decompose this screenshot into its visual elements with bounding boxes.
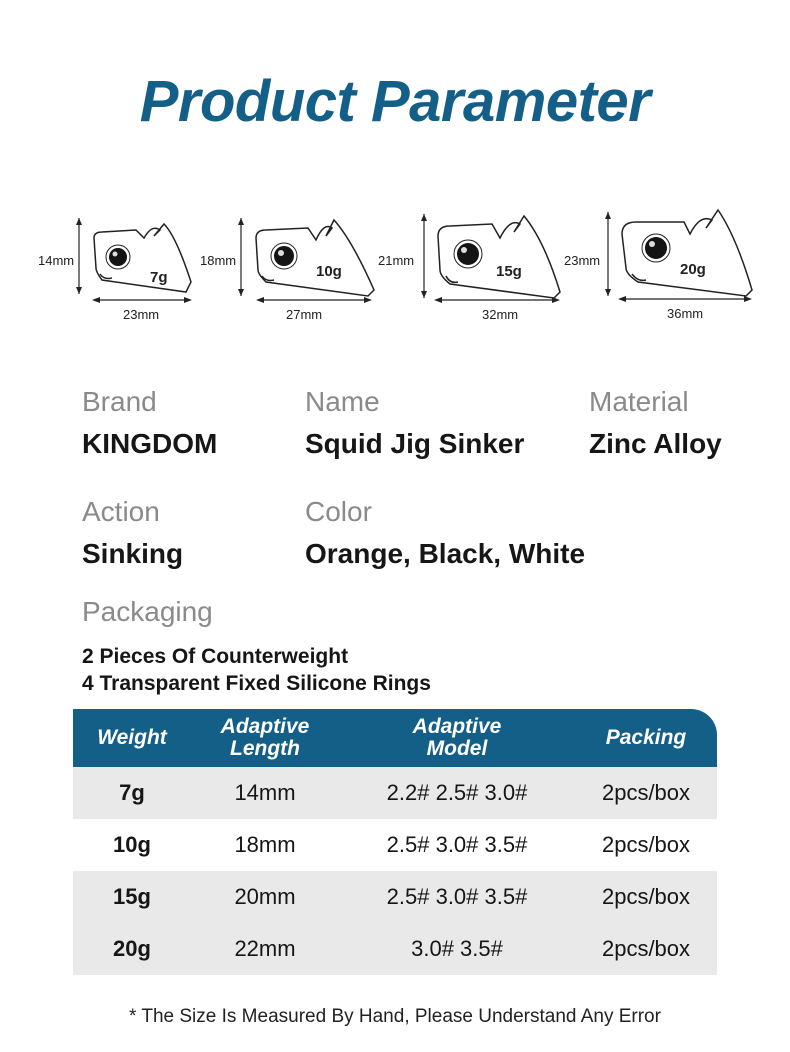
param-label: Name — [305, 386, 380, 417]
table-row — [73, 767, 717, 819]
sinker-width-label: 32mm — [482, 307, 519, 322]
param-label: Material — [589, 386, 689, 417]
cell-weight: 10g — [113, 832, 151, 857]
spec-table — [73, 709, 717, 975]
cell-length: 14mm — [234, 780, 296, 805]
cell-packing: 2pcs/box — [601, 780, 691, 805]
table-row — [73, 819, 717, 871]
table-header — [73, 709, 717, 767]
param-label: Action — [82, 496, 160, 527]
column-header-adaptive-length: Adaptive Length — [220, 715, 310, 760]
cell-weight: 20g — [113, 936, 151, 961]
column-header-packing: Packing — [605, 726, 687, 749]
cell-model: 3.0# 3.5# — [411, 936, 503, 961]
cell-length: 18mm — [234, 832, 296, 857]
sinker-weight-label: 15g — [496, 263, 522, 280]
cell-weight: 7g — [119, 780, 145, 805]
param-packaging — [82, 596, 213, 628]
cell-model: 2.5# 3.0# 3.5# — [386, 884, 528, 909]
page-title: Product Parameter — [139, 69, 651, 134]
param-brand — [82, 386, 217, 460]
param-value: Zinc Alloy — [589, 428, 722, 459]
sinker-width-label: 23mm — [123, 307, 160, 322]
param-label: Brand — [82, 386, 157, 417]
footnote: * The Size Is Measured By Hand, Please Understand Any Error — [129, 1006, 661, 1027]
cell-model: 2.5# 3.0# 3.5# — [386, 832, 528, 857]
column-header-weight: Weight — [97, 726, 167, 749]
param-color — [305, 496, 585, 570]
table-row — [73, 871, 717, 923]
sinker-height-label: 23mm — [564, 253, 601, 268]
cell-packing: 2pcs/box — [601, 936, 691, 961]
param-name — [305, 386, 524, 460]
sinker-diagram-20g — [560, 200, 758, 330]
cell-packing: 2pcs/box — [601, 832, 691, 857]
column-header-adaptive-model: Adaptive Model — [412, 715, 502, 760]
sinker-weight-label: 10g — [316, 263, 342, 280]
sinker-height-label: 14mm — [38, 253, 75, 268]
sinker-diagram-15g — [374, 200, 566, 330]
sinker-width-label: 36mm — [667, 306, 704, 321]
param-action — [82, 496, 183, 570]
param-label: Packaging — [82, 596, 213, 627]
sinker-width-label: 27mm — [286, 307, 323, 322]
cell-weight: 15g — [113, 884, 151, 909]
sinker-height-label: 21mm — [378, 253, 415, 268]
param-value: Squid Jig Sinker — [305, 428, 525, 459]
sinker-diagram-10g — [196, 200, 381, 330]
cell-length: 22mm — [234, 936, 296, 961]
param-value: KINGDOM — [82, 428, 218, 459]
param-material — [589, 386, 722, 460]
sinker-size-diagrams — [0, 200, 790, 330]
packaging-line: 4 Transparent Fixed Silicone Rings — [82, 672, 431, 695]
cell-model: 2.2# 2.5# 3.0# — [386, 780, 528, 805]
cell-length: 20mm — [234, 884, 296, 909]
param-value: Orange, Black, White — [305, 538, 586, 569]
sinker-height-label: 18mm — [200, 253, 237, 268]
table-row — [73, 923, 717, 975]
cell-packing: 2pcs/box — [601, 884, 691, 909]
sinker-weight-label: 7g — [150, 269, 168, 286]
param-value: Sinking — [82, 538, 184, 569]
sinker-weight-label: 20g — [680, 261, 706, 278]
param-label: Color — [305, 496, 372, 527]
packaging-line: 2 Pieces Of Counterweight — [82, 645, 349, 668]
sinker-diagram-7g — [36, 200, 206, 330]
